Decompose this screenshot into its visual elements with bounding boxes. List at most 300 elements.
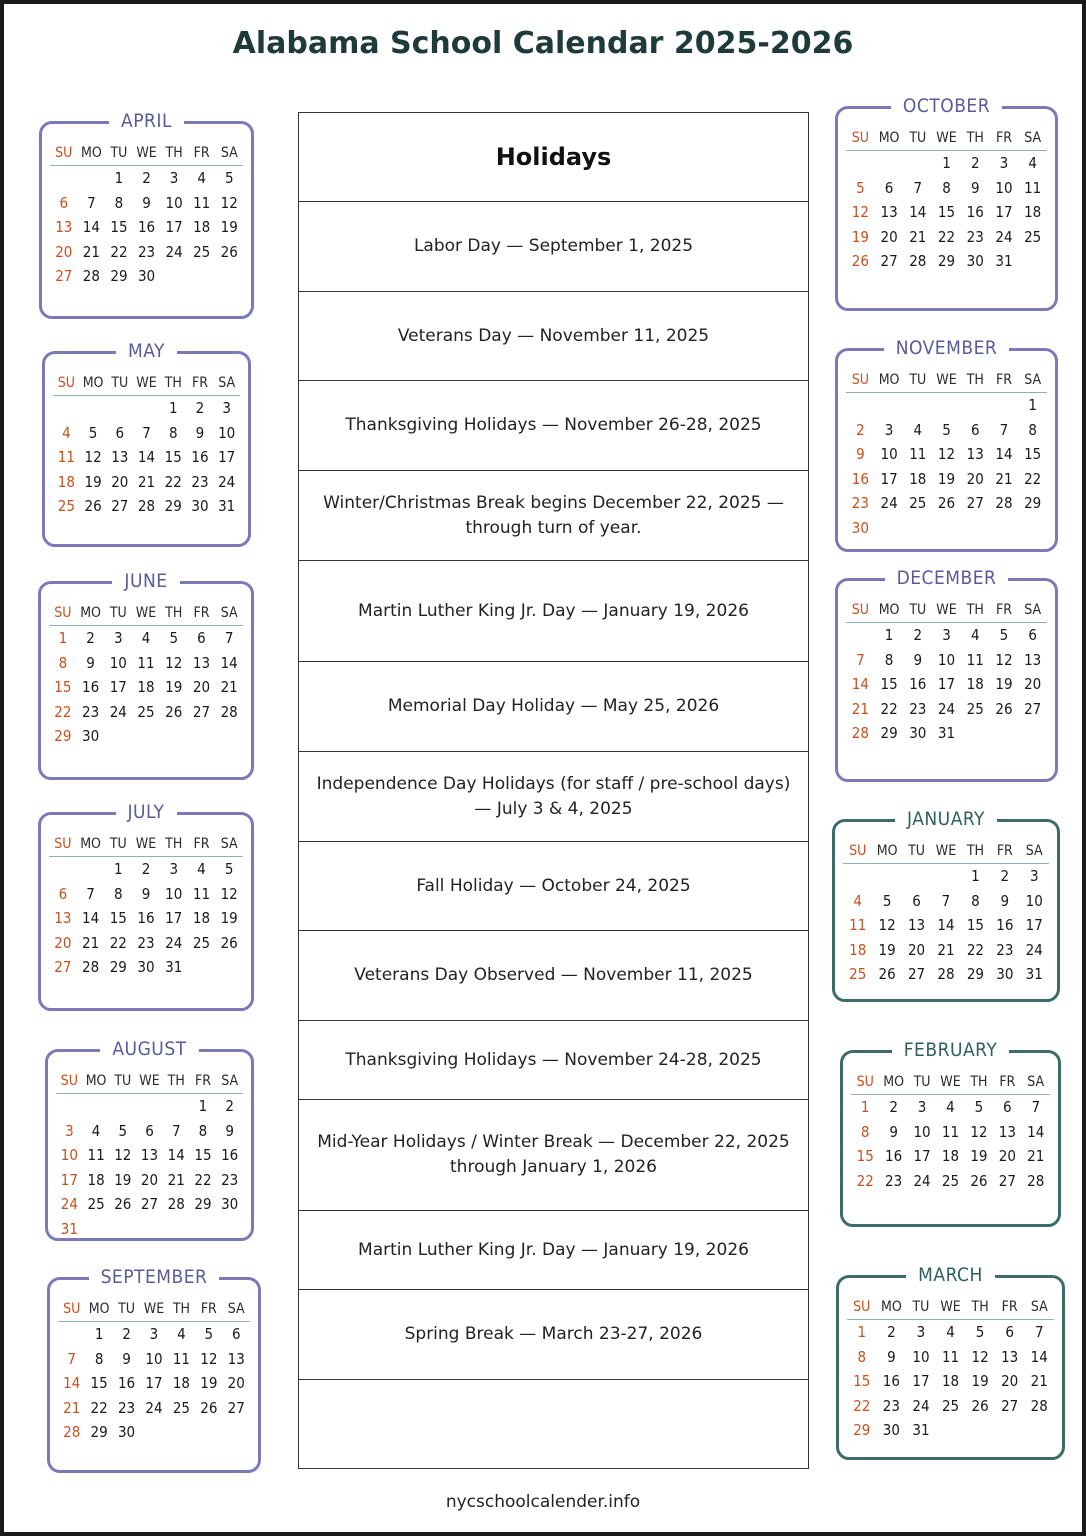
day-cell: 12 [937,445,956,464]
day-cell: 24 [145,1398,163,1417]
day-cell: 1 [94,1325,104,1343]
day-cell: 29 [90,1423,108,1442]
week-row [56,1217,243,1242]
day-cell: 12 [200,1349,218,1368]
day-cell: 21 [909,227,927,246]
day-cell: 20 [227,1374,245,1393]
day-cell: 4 [62,423,71,442]
weekday-header: TU [111,375,129,391]
week-row [53,494,240,519]
month-name [839,1263,1062,1287]
day-cell: 19 [84,472,102,491]
day-cell: 28 [63,1423,81,1442]
day-cell: 3 [1029,867,1039,885]
month-name [41,800,251,824]
day-cell: 16 [81,678,100,697]
day-grid [846,369,1047,541]
month-name [42,109,251,133]
weekday-header-row [851,1071,1050,1095]
month-name [838,94,1055,118]
day-cell: 7 [913,178,923,197]
weekday-header: SA [1024,372,1042,388]
weekday-header: WE [936,372,957,388]
weekday-header: FR [995,130,1012,146]
day-cell [1018,516,1047,541]
weekday-header: TH [165,145,183,161]
weekday-header: FR [995,372,1012,388]
weekday-header: TH [172,1301,190,1317]
day-cell: 29 [164,497,182,516]
day-cell: 16 [966,203,984,222]
day-cell: 27 [227,1398,245,1417]
day-cell: 29 [109,958,127,977]
day-cell: 14 [937,916,955,935]
weekday-header: TH [966,602,984,618]
day-cell: 5 [882,891,892,910]
day-cell: 27 [1001,1396,1019,1415]
day-cell: 27 [140,1195,159,1214]
day-cell: 28 [82,267,100,286]
month-name-label: FEBRUARY [892,1039,1010,1061]
weekday-header-row [846,369,1047,393]
day-cell: 18 [172,1374,190,1393]
weekday-header: MO [80,605,101,621]
day-cell: 20 [192,678,211,697]
day-cell: 21 [82,242,100,261]
week-row [49,651,243,676]
day-cell: 1 [114,169,124,187]
weekday-header: MO [883,1074,905,1090]
weekday-header: SU [856,1074,874,1090]
day-grid [49,602,243,749]
weekday-header-row [843,840,1049,864]
day-cell: 1 [168,399,178,417]
weekday-header: TU [912,1299,930,1315]
day-cell: 19 [220,218,238,237]
day-cell [80,396,107,421]
day-cell: 22 [54,702,72,721]
weekday-header: TH [970,1074,988,1090]
day-grid [847,1296,1054,1443]
day-cell [932,393,961,418]
weekday-header: MO [878,130,900,146]
month-name-label: JULY [116,801,177,823]
month-calendar-may [42,340,251,547]
day-cell: 25 [57,497,75,516]
day-cell [846,393,875,418]
day-cell: 25 [1024,227,1042,246]
footer-website: nycschoolcalender.info [445,1492,641,1512]
day-cell: 12 [851,203,869,222]
day-cell: 2 [913,626,923,644]
day-cell [188,724,216,749]
day-cell [58,1322,85,1347]
weekday-header: SU [63,1301,81,1317]
day-cell: 25 [966,699,984,718]
day-cell: 3 [884,420,894,439]
weekday-header-row [56,1070,243,1094]
day-cell: 18 [57,472,75,491]
weekday-header: SU [54,605,72,621]
day-cell: 22 [966,940,984,959]
day-cell: 2 [889,1098,898,1116]
day-cell: 30 [882,1421,900,1440]
weekday-header: SA [227,1301,245,1317]
month-name [48,1037,251,1061]
day-cell: 9 [225,1121,234,1140]
week-row [843,913,1049,938]
day-cell: 11 [966,650,984,669]
day-cell: 17 [165,218,183,237]
day-cell: 6 [970,420,980,439]
day-cell: 21 [995,469,1013,488]
holiday-row: Thanksgiving Holidays — November 24-28, 2025 [299,1021,808,1100]
day-cell: 11 [193,193,211,212]
day-cell: 2 [122,1325,131,1343]
day-cell [903,151,932,176]
day-cell: 22 [853,1396,871,1415]
day-cell: 28 [167,1195,185,1214]
day-cell: 28 [137,497,156,516]
day-cell: 25 [909,494,927,513]
day-cell: 15 [54,678,72,697]
day-cell: 4 [853,891,862,910]
day-cell: 27 [907,965,926,984]
day-cell: 26 [84,497,102,516]
month-name-label: APRIL [109,110,184,132]
month-calendar-april [39,110,254,319]
day-grid [53,372,240,519]
day-cell: 22 [164,472,182,491]
day-cell: 31 [218,497,236,516]
day-cell: 27 [54,958,72,977]
day-cell: 24 [995,227,1013,246]
day-cell: 10 [218,423,236,442]
day-cell: 4 [141,629,151,647]
day-cell: 31 [995,252,1013,271]
day-cell: 17 [109,678,127,697]
day-cell: 15 [110,218,128,237]
month-name [41,569,251,593]
month-calendar-march [836,1264,1065,1460]
day-cell: 25 [941,1396,960,1415]
day-cell: 26 [970,1171,988,1190]
weekday-header: WE [940,1074,961,1090]
day-cell: 24 [165,242,183,261]
day-cell: 27 [880,252,898,271]
day-cell: 13 [966,445,984,464]
day-cell: 21 [167,1170,185,1189]
day-cell: 4 [91,1121,101,1140]
weekday-header: FR [193,836,210,852]
day-cell: 6 [197,629,206,647]
day-cell [190,1217,217,1242]
day-cell: 29 [110,267,128,286]
day-cell: 18 [909,469,927,488]
day-cell [56,1094,83,1119]
weekday-header: MO [88,1301,110,1317]
day-cell [83,1217,110,1242]
week-row [53,421,240,446]
day-cell: 20 [998,1147,1016,1166]
week-row [49,931,243,956]
weekday-header: TU [110,145,128,161]
day-cell: 19 [995,675,1013,694]
day-cell: 24 [165,933,183,952]
day-cell: 7 [999,420,1009,439]
day-cell: 31 [912,1421,930,1440]
weekday-header: TU [909,372,927,388]
day-cell: 26 [937,494,956,513]
day-cell [49,857,77,882]
day-cell: 10 [913,1122,931,1141]
day-cell: 18 [192,909,211,928]
weekday-header: TU [118,1301,136,1317]
day-cell: 7 [856,650,865,669]
day-cell: 1 [884,626,894,644]
day-cell [872,864,901,889]
day-cell: 17 [912,1372,930,1391]
holiday-row: Martin Luther King Jr. Day — January 19, 2026 [299,561,808,662]
day-cell: 5 [975,1323,985,1341]
month-calendar-june [38,570,254,780]
day-cell: 10 [912,1347,930,1366]
day-cell: 24 [880,494,898,513]
day-cell: 16 [885,1147,903,1166]
day-cell: 6 [58,884,68,903]
week-row [843,962,1049,987]
day-cell: 5 [204,1325,214,1343]
holiday-row: Thanksgiving Holidays — November 26-28, 2025 [299,381,808,471]
weekday-header: WE [136,145,157,161]
day-cell: 16 [851,469,869,488]
weekday-header-row [846,599,1047,623]
day-cell: 23 [882,1396,900,1415]
day-cell: 7 [224,629,234,647]
day-cell [136,1217,163,1242]
week-row [53,445,240,470]
day-cell: 6 [1005,1323,1014,1341]
weekday-header: MO [82,375,104,391]
day-cell: 2 [856,420,865,439]
day-cell: 5 [942,420,951,439]
day-cell: 19 [165,678,183,697]
day-cell [1018,249,1047,274]
day-cell: 25 [172,1398,190,1417]
day-cell: 12 [971,1347,989,1366]
day-cell: 13 [140,1146,159,1165]
month-name-label: NOVEMBER [884,337,1010,359]
weekday-header: SA [221,1073,239,1089]
day-cell [965,1418,995,1443]
day-cell: 2 [141,860,151,878]
week-row [846,516,1047,541]
week-row [843,864,1049,889]
day-cell: 9 [887,1347,896,1366]
week-row [843,889,1049,914]
day-cell: 9 [142,193,151,212]
day-cell: 29 [54,727,72,746]
day-cell: 8 [971,891,980,910]
day-cell: 30 [996,965,1014,984]
weekday-header: WE [935,843,957,859]
day-cell: 18 [137,678,155,697]
day-cell [846,151,875,176]
day-cell: 22 [937,227,956,246]
day-cell: 30 [137,267,156,286]
weekday-header: SU [57,375,75,391]
day-cell: 1 [971,867,980,885]
day-cell: 14 [167,1146,185,1165]
month-calendar-august [45,1038,254,1241]
day-cell: 24 [912,1396,930,1415]
week-row [846,393,1047,418]
day-cell: 13 [54,909,72,928]
day-cell: 2 [142,169,151,187]
day-cell: 15 [164,448,182,467]
weekday-header: MO [878,372,900,388]
month-calendar-january [832,808,1060,1002]
month-calendar-december [835,567,1058,782]
day-cell: 20 [907,940,926,959]
week-row [847,1369,1054,1394]
week-row [843,938,1049,963]
day-cell: 26 [165,702,183,721]
day-cell: 26 [878,965,896,984]
week-row [53,470,240,495]
day-cell: 19 [971,1372,989,1391]
day-cell: 7 [941,891,951,910]
day-cell: 9 [970,178,980,197]
week-row [50,215,243,240]
day-cell: 21 [1027,1147,1045,1166]
day-cell: 22 [90,1398,108,1417]
day-cell: 5 [88,423,98,442]
day-cell [961,516,990,541]
day-cell: 13 [998,1122,1016,1141]
weekday-header-row [49,833,243,857]
day-cell: 6 [115,423,125,442]
day-cell: 13 [880,203,898,222]
day-cell: 2 [1000,867,1010,885]
day-cell [843,864,872,889]
day-cell: 8 [860,1122,870,1141]
day-cell: 10 [937,650,956,669]
week-row [56,1143,243,1168]
day-cell: 11 [941,1122,960,1141]
day-cell: 17 [880,469,898,488]
day-cell: 13 [907,916,926,935]
day-cell: 8 [884,650,894,669]
day-cell [875,516,904,541]
day-cell: 22 [880,699,898,718]
day-cell: 5 [856,178,865,197]
day-cell [902,864,931,889]
weekday-header: WE [143,1301,165,1317]
day-grid [846,599,1047,746]
weekday-header: FR [193,605,210,621]
day-cell: 15 [937,203,956,222]
day-cell: 13 [111,448,129,467]
week-row [846,442,1047,467]
day-cell: 7 [171,1121,181,1140]
week-row [49,882,243,907]
day-cell: 14 [995,445,1013,464]
day-cell: 10 [165,884,183,903]
day-cell: 27 [111,497,129,516]
day-cell: 28 [937,965,955,984]
day-cell [1018,721,1047,746]
day-cell: 3 [149,1325,159,1343]
day-cell: 7 [67,1349,76,1368]
day-cell: 21 [81,933,100,952]
week-row [56,1168,243,1193]
week-row [49,955,243,980]
weekday-header: MO [80,145,102,161]
day-cell: 18 [941,1372,960,1391]
day-cell: 14 [81,909,100,928]
day-cell: 29 [937,252,956,271]
day-cell: 20 [111,472,129,491]
day-cell: 16 [117,1374,136,1393]
month-name-label: SEPTEMBER [89,1266,220,1288]
week-row [851,1144,1050,1169]
day-cell: 22 [194,1170,212,1189]
day-cell: 4 [946,1323,955,1341]
weekday-header: TU [909,602,927,618]
day-cell: 1 [942,154,951,172]
month-name-label: MAY [116,340,177,362]
day-cell: 14 [851,675,869,694]
day-cell: 26 [220,242,238,261]
weekday-header: TH [165,836,183,852]
day-cell: 7 [142,423,151,442]
holiday-row: Labor Day — September 1, 2025 [299,202,808,292]
weekday-header: SU [851,602,869,618]
week-row [58,1371,250,1396]
weekday-header: SU [54,836,72,852]
day-cell: 19 [937,469,956,488]
day-cell [215,724,243,749]
weekday-header: TH [966,843,984,859]
day-cell [990,721,1019,746]
week-row [50,166,243,191]
day-cell: 23 [221,1170,239,1189]
week-row [846,648,1047,673]
day-cell: 20 [880,227,898,246]
day-cell [160,724,188,749]
week-row [49,626,243,651]
weekday-header: FR [999,1074,1016,1090]
weekday-header: TU [109,605,127,621]
day-cell: 23 [117,1398,136,1417]
day-cell: 3 [169,860,179,878]
day-cell: 8 [94,1349,104,1368]
day-cell [931,864,960,889]
weekday-header: SA [1024,602,1042,618]
day-cell [83,1094,110,1119]
weekday-header: MO [880,1299,902,1315]
weekday-header: FR [194,1073,211,1089]
day-cell: 31 [165,958,183,977]
weekday-header: SA [220,605,238,621]
day-cell: 14 [220,653,238,672]
day-cell: 30 [851,518,869,537]
day-cell: 3 [65,1121,74,1140]
weekday-header: TH [966,372,984,388]
day-cell: 20 [966,469,984,488]
day-cell: 30 [137,958,155,977]
